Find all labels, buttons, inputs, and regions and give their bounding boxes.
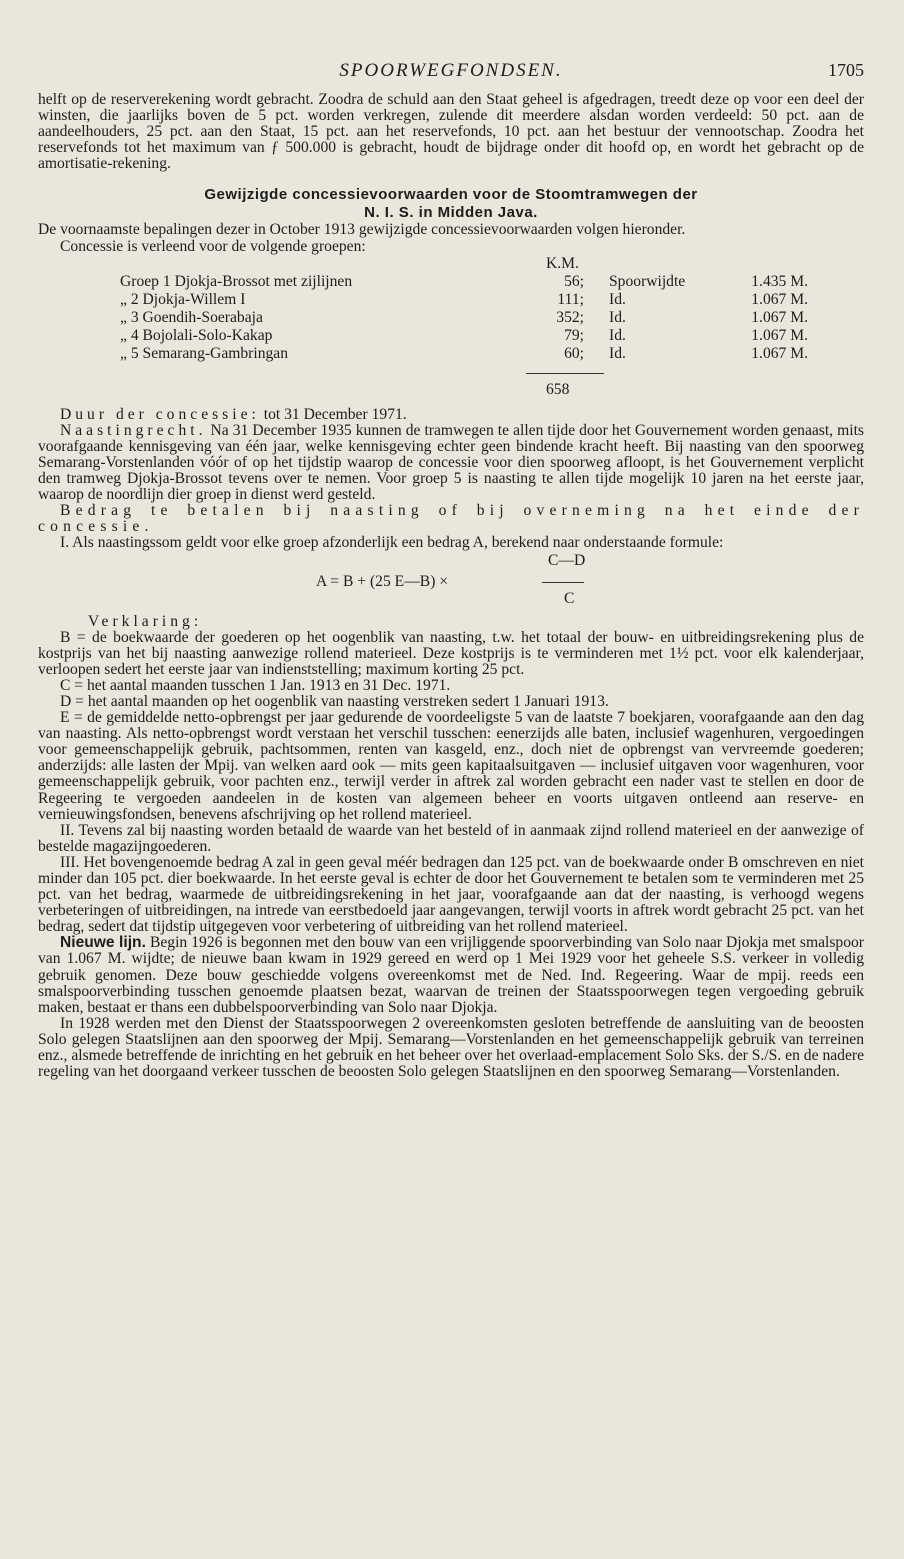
total-km: 658: [546, 380, 570, 398]
formula-expression: A = B + (25 E—B) ×: [316, 572, 449, 590]
group-type: Spoorwijdte: [609, 272, 686, 290]
verklaring-label: Verklaring:: [88, 612, 203, 630]
total-block: [38, 367, 864, 407]
group-km: 352;: [556, 308, 584, 326]
definition-d: D = het aantal maanden op het oogenblik van naasting verstreken sedert 1 Januari 1913.: [60, 692, 609, 710]
group-km: 56;: [564, 272, 584, 290]
nieuwe-lijn-label: Nieuwe lijn.: [60, 934, 146, 952]
group-width: 1.067 M.: [751, 290, 808, 308]
table-row: [38, 309, 864, 327]
table-row: [38, 291, 864, 309]
naasting-label: Naastingrecht.: [60, 421, 207, 439]
group-label: Groep 1 Djokja-Brossot met zijlijnen: [120, 272, 353, 290]
formula-fraction-line: [542, 582, 584, 583]
group-km: 111;: [557, 290, 584, 308]
rule-two-paragraph: II. Tevens zal bij naasting worden betaald de waarde van het besteld of in aanmaak zijnd rollend materieel en der aanwezige of bestelde magazijngoederen.: [38, 821, 864, 855]
nieuwe-lijn-text: Begin 1926 is begonnen met den bouw van een vrijliggende spoorverbinding van Solo naar Djokja met smalspoor van 1.067 M. wijdte; de nieuwe baan kwam in 1929 gereed en werd op 1 Mei 1929 voor het geheele S.S. verkeer in volledig gebruik genomen. Deze bouw geschiedde volgens overeenkomst met de Ned. Ind. Regeering. Waar de mpij. reeds een smalspoorverbinding tusschen genoemde plaatsen bezat, waarvan de treinen der Staatsspoorwegen tegen vergoeding gebruik maken, bestaat er thans een dubbelspoorverbinding van Solo naar Djokja.: [38, 934, 864, 1016]
km-column-header: K.M.: [546, 254, 579, 272]
group-km: 79;: [564, 326, 584, 344]
formula-numerator: C—D: [548, 551, 586, 569]
table-row: [38, 327, 864, 345]
definition-c: C = het aantal maanden tusschen 1 Jan. 1913 en 31 Dec. 1971.: [60, 676, 451, 694]
duur-text: tot 31 December 1971.: [263, 405, 407, 423]
groups-intro: Concessie is verleend voor de volgende groepen:: [60, 237, 366, 255]
group-width: 1.067 M.: [751, 308, 808, 326]
section-heading-line-1: Gewijzigde concessievoorwaarden voor de Stoomtramwegen der: [204, 186, 698, 204]
group-width: 1.067 M.: [751, 344, 808, 362]
section-heading: [38, 186, 864, 222]
naasting-formula: [38, 552, 864, 614]
group-type: Id.: [609, 290, 626, 308]
page-header: [38, 60, 864, 92]
group-type: Id.: [609, 326, 626, 344]
group-type: Id.: [609, 344, 626, 362]
running-title: SPOORWEGFONDSEN.: [339, 60, 563, 81]
group-label: „ 4 Bojolali-Solo-Kakap: [120, 326, 273, 344]
group-label: „ 2 Djokja-Willem I: [120, 290, 246, 308]
duur-paragraph: [38, 407, 864, 423]
intro-paragraph: helft op de reserverekening wordt gebracht. Zoodra de schuld aan den Staat geheel is afgedragen, treedt deze op voor een deel der winsten, die jaarlijks boven de 5 pct. worden verkregen, zulende dit meerdere alsdan worden verdeeld: 50 pct. aan de aandeelhouders, 25 pct. aan den Staat, 15 pct. aan het reservefonds, 10 pct. aan het bestuur der vennootschap. Zoodra het reservefonds tot het maximum van ƒ 500.000 is gebracht, houdt de bijdrage onder dit hoofd op, en wordt het gebracht op de amortisatie-rekening.: [38, 91, 864, 173]
rule-one-paragraph: I. Als naastingssom geldt voor elke groep afzonderlijk een bedrag A, berekend naar onderstaande formule:: [60, 534, 724, 552]
formula-denominator: C: [564, 589, 575, 607]
group-type: Id.: [609, 308, 626, 326]
section-heading-line-2: N. I. S. in Midden Java.: [364, 204, 538, 222]
group-width: 1.067 M.: [751, 326, 808, 344]
group-label: „ 3 Goendih-Soerabaja: [120, 308, 263, 326]
definition-b: B = de boekwaarde der goederen op het oogenblik van naasting, t.w. het totaal der bouw- en uitbreidingsrekening plus de kostprijs van het bij naasting aanwezige rollend materieel. Deze kostprijs is te verminderen met 1½ pct. voor elk kalenderjaar, verloopen sedert het eerste jaar van indienststelling; maximum korting 25 pct.: [38, 628, 864, 678]
page-number: 1705: [828, 60, 864, 80]
table-row: [38, 345, 864, 363]
groups-table: [38, 255, 864, 367]
naasting-text: Na 31 December 1935 kunnen de tramwegen te allen tijde door het Gouvernement worden genaast, mits voorafgaande kennisgeving van één jaar, welke kennisgeving echter geen bindende kracht heeft. Bij naasting van den spoorweg Semarang-Vorstenlanden vóór of op het tijdstip waarop de concessie voor dien spoorweg afloopt, is het Gouvernement verplicht den tramweg Djokja-Brossot tevens over te nemen. Voor groep 5 is naasting te allen tijde mogelijk 10 jaren na het eerste jaar, waarop de noordlijn dier groep in dienst werd gesteld.: [38, 421, 864, 504]
group-km: 60;: [564, 344, 584, 362]
definition-e: E = de gemiddelde netto-opbrengst per jaar gedurende de voordeeligste 5 van de laatste 7 boekjaren, voorafgaande aan den dag van naasting. Als netto-opbrengst wordt verstaan het verschil tusschen: eenerzijds alle baten, inclusief wagenhuren, vergoedingen voor gemeenschappelijk gebruik, pachtsommen, renten van kasgeld, enz., doch niet de opbrengst van vervreemde goederen; anderzijds: alle lasten der Mpij. van welken aard ook — mits geen kapitaalsuitgaven — inclusief uitgaven voor wagenhuren, voor gemeenschappelijk gebruik, voor pachten enz., terwijl verder in aftrek zal worden gebracht een nader vast te stellen en door de Regeering te vergoeden aandeelen in de kosten van algemeen beheer en voorts uitgaven ontleend aan reserve- en vernieuwingsfondsen, benevens afschrijving op het rollend materieel.: [38, 709, 864, 823]
bedrag-paragraph: Bedrag te betalen bij naasting of bij overneming na het einde der concessie.: [38, 502, 864, 536]
group-width: 1.435 M.: [751, 272, 808, 290]
naasting-paragraph: [38, 423, 864, 503]
concession-intro-paragraph: De voornaamste bepalingen dezer in October 1913 gewijzigde concessievoorwaarden volgen hieronder.: [38, 221, 686, 239]
nieuwe-lijn-paragraph: [38, 935, 864, 1015]
duur-label: Duur der concessie:: [60, 405, 260, 423]
table-row: [38, 273, 864, 291]
total-rule: [526, 373, 604, 374]
closing-paragraph: In 1928 werden met den Dienst der Staatsspoorwegen 2 overeenkomsten gesloten betreffende de aansluiting van de beoosten Solo gelegen Staatslijnen aan den spoorweg der Mpij. Semarang—Vorstenlanden en het gemeenschappelijk gebruik van terreinen enz., alsmede betreffende de inrichting en het gebruik en het beheer over het overlaad-emplacement Solo Sks. der S./S. en de nadere regeling van het doorgaand verkeer tusschen de beoosten Solo gelegen Staatslijnen en den spoorweg Semarang—Vorstenlanden.: [38, 1014, 864, 1081]
rule-three-paragraph: III. Het bovengenoemde bedrag A zal in geen geval méér bedragen dan 125 pct. van de boekwaarde onder B omschreven en niet minder dan 105 pct. dier boekwaarde. In het eerste geval is echter de door het Gouvernement te betalen som te verminderen met 25 pct. van het bedrag, waarmede de uitbreidingsrekening in het jaar, voorafgaande aan dat der naasting, is verhoogd wegens verbeteringen of uitbreidingen, na intrede van eerstbedoeld jaar aangevangen, terwijl voorts in aftrek wordt gebracht 25 pct. van het bedrag, sedert dat tijdstip uitgegeven voor verbetering of uitbreiding van het rollend materieel.: [38, 853, 864, 936]
group-label: „ 5 Semarang-Gambringan: [120, 344, 289, 362]
